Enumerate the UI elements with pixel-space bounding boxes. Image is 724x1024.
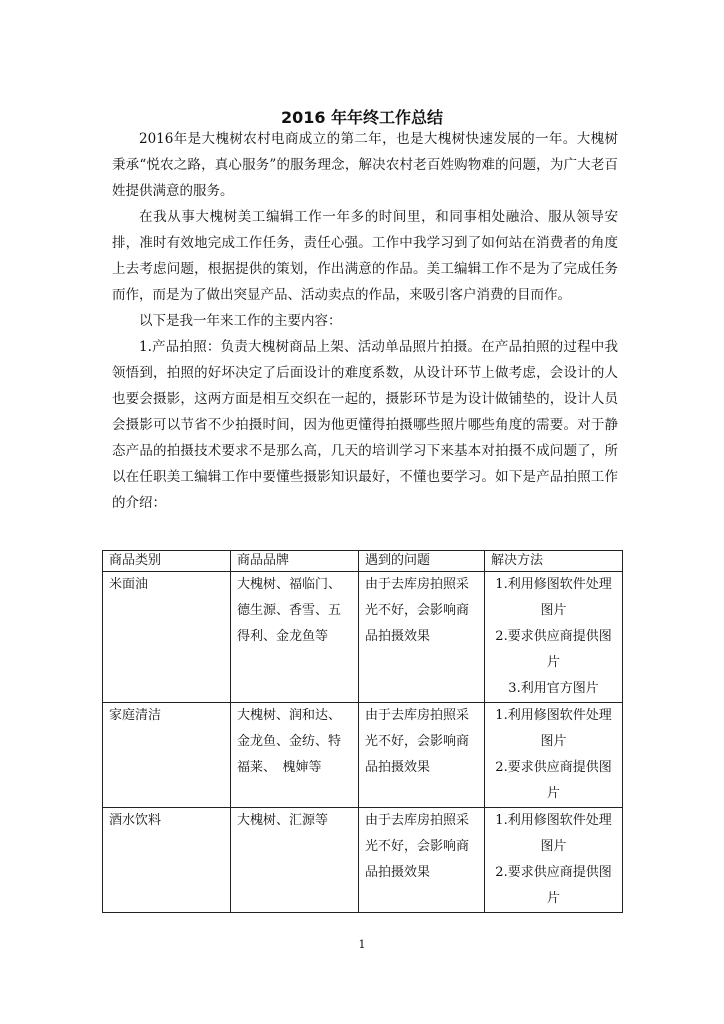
header-brand: 商品品牌	[231, 551, 359, 572]
cell-problem: 由于去库房拍照采光不好，会影响商品拍摄效果	[359, 572, 485, 703]
cell-problem: 由于去库房拍照采光不好，会影响商品拍摄效果	[359, 808, 485, 913]
header-solution: 解决方法	[485, 551, 623, 572]
cell-category: 米面油	[103, 572, 231, 703]
table-row	[103, 703, 623, 808]
cell-solutions	[485, 808, 623, 913]
cell-brands: 大槐树、汇源等	[231, 808, 359, 913]
solution-item: 2.要求供应商提供图片	[495, 629, 612, 670]
paragraph-list-intro: 以下是我一年来工作的主要内容：	[139, 313, 342, 329]
solution-item: 1.利用修图软件处理图片	[495, 577, 612, 618]
cell-category: 酒水饮料	[103, 808, 231, 913]
cell-problem: 由于去库房拍照采光不好，会影响商品拍摄效果	[359, 703, 485, 808]
cell-brands: 大槐树、润和达、金龙鱼、金纺、特福莱、 槐婶等	[231, 703, 359, 808]
solution-item: 3.利用官方图片	[508, 681, 599, 696]
document-body	[112, 126, 618, 516]
paragraph-intro: 2016年是大槐树农村电商成立的第二年，也是大槐树快速发展的一年。大槐树秉承“悦农之路，真心服务”的服务理念，解决农村老百姓购物难的问题，为广大老百姓提供满意的服务。	[112, 131, 618, 199]
solution-item: 2.要求供应商提供图片	[495, 865, 612, 906]
header-problem: 遇到的问题	[359, 551, 485, 572]
cell-category: 家庭清洁	[103, 703, 231, 808]
paragraph-photo: 1.产品拍照：负责大槐树商品上架、活动单品照片拍摄。在产品拍照的过程中我领悟到，拍照的好坏决定了后面设计的难度系数，从设计环节上做考虑，会设计的人也要会摄影，这两方面是相互交织在一起的，摄影环节是为设计做铺垫的，设计人员会摄影可以节省不少拍摄时间，因为他更懂得拍摄哪些照片哪些角度的需要。对于静态产品的拍摄技术要求不是那么高，几天的培训学习下来基本对拍摄不成问题了，所以在任职美工编辑工作中要懂些摄影知识最好，不懂也要学习。如下是产品拍照工作的介绍：	[112, 339, 618, 511]
paragraph-work: 在我从事大槐树美工编辑工作一年多的时间里，和同事相处融洽、服从领导安排，准时有效地完成工作任务，责任心强。工作中我学习到了如何站在消费者的角度上去考虑问题，根据提供的策划，作出满意的作品。美工编辑工作不是为了完成任务而作，而是为了做出突显产品、活动卖点的作品，来吸引客户消费的目而作。	[112, 209, 618, 303]
table-row	[103, 572, 623, 703]
cell-solutions	[485, 572, 623, 703]
table-row	[103, 808, 623, 913]
cell-solutions	[485, 703, 623, 808]
header-category: 商品类别	[103, 551, 231, 572]
solution-item: 2.要求供应商提供图片	[495, 760, 612, 801]
page-number: 1	[358, 938, 366, 951]
table-header-row	[103, 551, 623, 572]
document-title: 2016 年年终工作总结	[280, 108, 444, 127]
solution-item: 1.利用修图软件处理图片	[495, 813, 612, 854]
product-photo-table	[102, 550, 623, 913]
solution-item: 1.利用修图软件处理图片	[495, 708, 612, 749]
cell-brands: 大槐树、福临门、德生源、香雪、五得利、金龙鱼等	[231, 572, 359, 703]
